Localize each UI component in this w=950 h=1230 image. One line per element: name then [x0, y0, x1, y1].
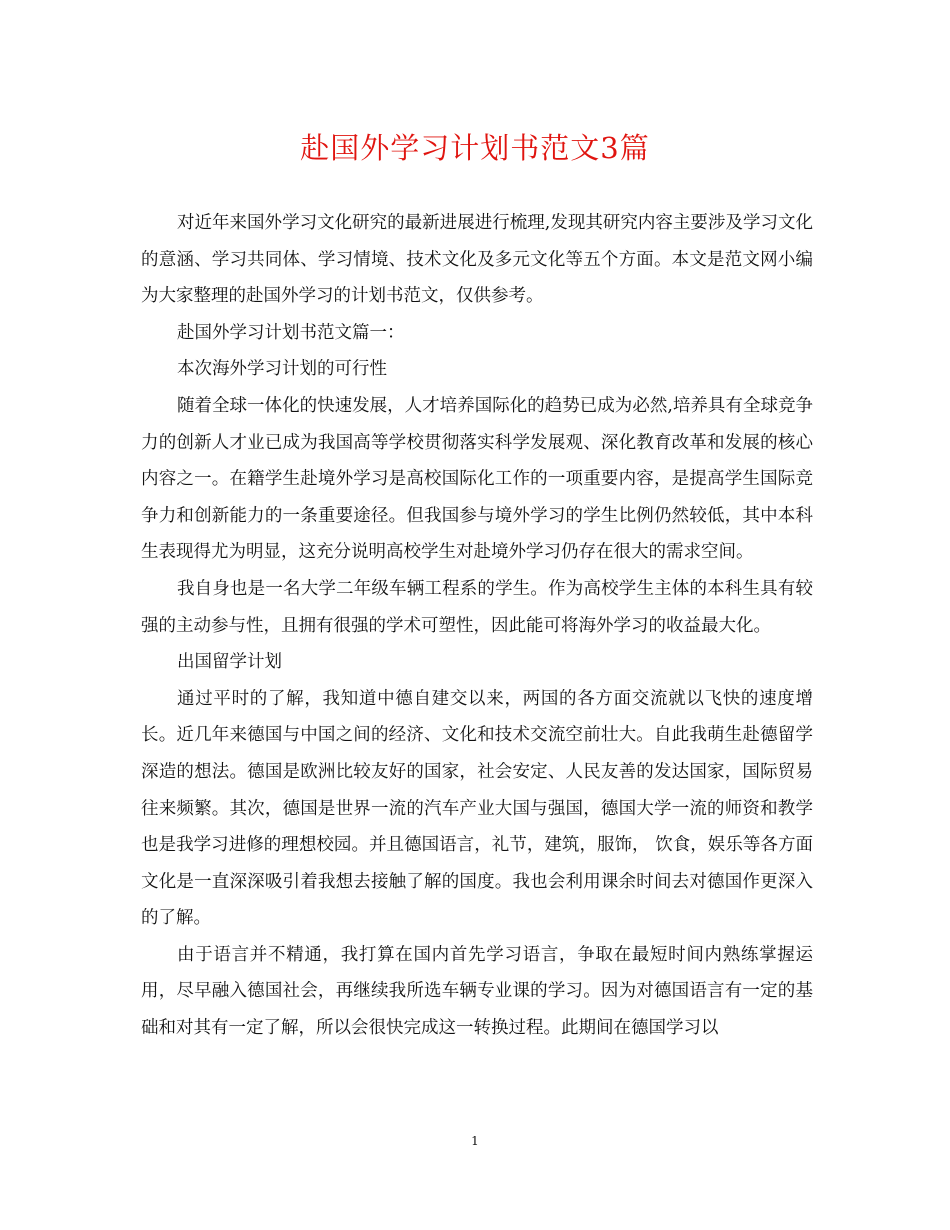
- document-body: [141, 205, 813, 1047]
- paragraph-language-plan: 由于语言并不精通，我打算在国内首先学习语言，争取在最短时间内熟练掌握运用，尽早融入德国社会，再继续我所选车辆专业课的学习。因为对德国语言有一定的基础和对其有一定了解，所以会很快完成这一转换过程。此期间在德国学习以: [141, 944, 813, 1039]
- paragraph-heading-part-one: 赴国外学习计划书范文篇一：: [177, 322, 405, 343]
- paragraph-intro: 对近年来国外学习文化研究的最新进展进行梳理,发现其研究内容主要涉及学习文化的意涵、学习共同体、学习情境、技术文化及多元文化等五个方面。本文是范文网小编为大家整理的赴国外学习的计划书范文，仅供参考。: [141, 213, 813, 307]
- paragraph-self-introduction: 我自身也是一名大学二年级车辆工程系的学生。作为高校学生主体的本科生具有较强的主动参与性，且拥有很强的学术可塑性，因此能可将海外学习的收益最大化。: [141, 578, 813, 636]
- paragraph-globalization: 随着全球一体化的快速发展，人才培养国际化的趋势已成为必然,培养具有全球竞争力的创新人才业已成为我国高等学校贯彻落实科学发展观、深化教育改革和发展的核心内容之一。在籍学生赴境外学习是高校国际化工作的一项重要内容，是提高学生国际竞争力和创新能力的一条重要途径。但我国参与境外学习的学生比例仍然较低，其中本科生表现得尤为明显，这充分说明高校学生对赴境外学习仍存在很大的需求空间。: [141, 395, 813, 563]
- paragraph-germany-reasons: 通过平时的了解，我知道中德自建交以来，两国的各方面交流就以飞快的速度增长。近几年来德国与中国之间的经济、文化和技术交流空前壮大。自此我萌生赴德留学深造的想法。德国是欧洲比较友好的国家，社会安定、人民友善的发达国家，国际贸易往来频繁。其次，德国是世界一流的汽车产业大国与强国，德国大学一流的师资和教学也是我学习进修的理想校园。并且德国语言，礼节，建筑，服饰， 饮食，娱乐等各方面文化是一直深深吸引着我想去接触了解的国度。我也会利用课余时间去对德国作更深入的了解。: [141, 688, 813, 929]
- page-number: 1: [471, 1134, 479, 1148]
- paragraph-heading-feasibility: 本次海外学习计划的可行性: [177, 359, 387, 380]
- document-title: 赴国外学习计划书范文3篇: [300, 131, 650, 165]
- paragraph-heading-study-plan: 出国留学计划: [177, 652, 282, 673]
